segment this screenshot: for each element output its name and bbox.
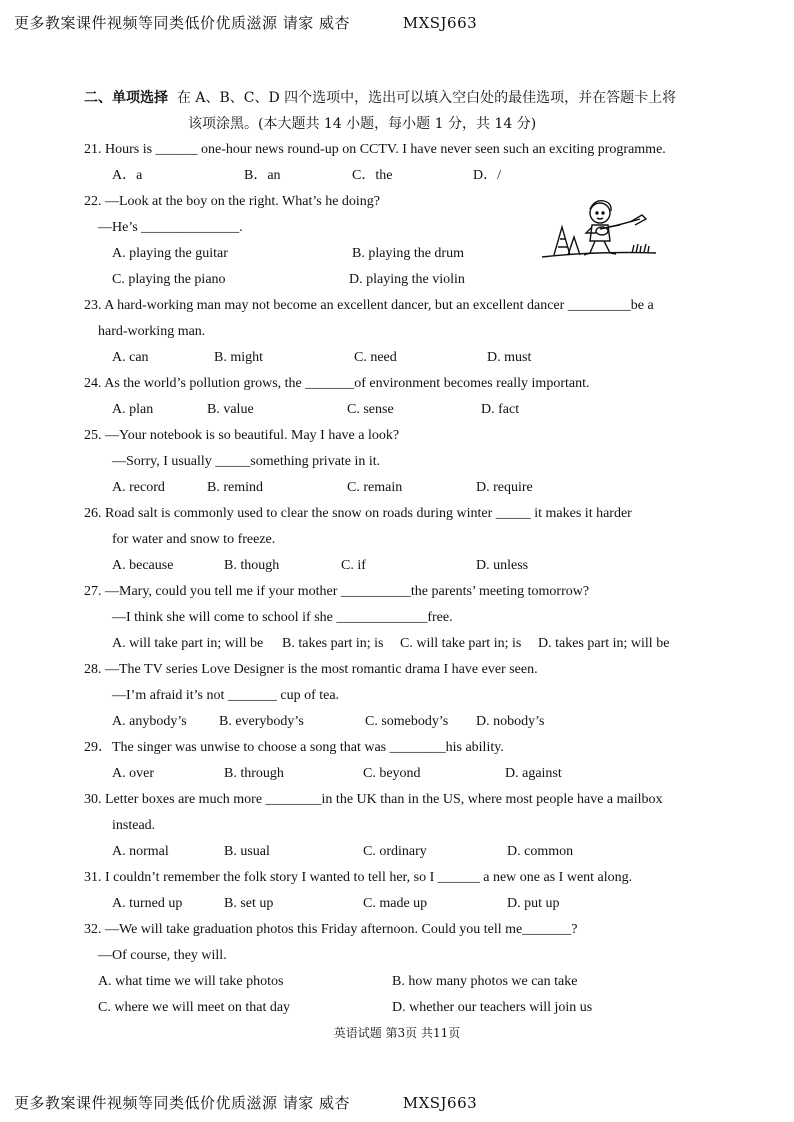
top-banner [14, 12, 477, 33]
option-26-a: A. because [112, 558, 174, 573]
section-instruction-2: 该项涂黑。(本大题共 14 小题，每小题 1 分，共 14 分) [188, 116, 537, 132]
option-28-b: B. everybody’s [219, 714, 304, 729]
section-instruction-1: 在 A、B、C、D 四个选项中，选出可以填入空白处的最佳选项，并在答题卡上将 [176, 90, 677, 106]
banner-code-bottom: MXSJ663 [402, 1094, 478, 1112]
option-29-a: A. over [112, 766, 154, 781]
bottom-banner [14, 1092, 477, 1113]
banner-text: 更多教案课件视频等同类低价优质滋源 请家 威杏 [14, 14, 351, 32]
question-29: 29．The singer was unwise to choose a song that was ________his ability. [84, 740, 504, 755]
option-21-d: D．/ [473, 168, 501, 183]
option-31-a: A. turned up [112, 896, 183, 911]
question-30-cont: instead. [112, 818, 156, 833]
question-27-answer: —I think she will come to school if she _____________free. [112, 610, 453, 625]
question-31: 31. I couldn’t remember the folk story I wanted to tell her, so I ______ a new one as I went along. [84, 870, 633, 885]
question-23-cont: hard-working man. [98, 324, 206, 339]
option-21-c: C．the [352, 168, 393, 183]
option-26-b: B. though [224, 558, 280, 573]
page-footer: 英语试题 第3页 共11页 [333, 1026, 461, 1040]
question-26: 26. Road salt is commonly used to clear the snow on roads during winter _____ it makes it harder [84, 506, 632, 521]
option-24-a: A. plan [112, 402, 154, 417]
option-31-b: B. set up [224, 896, 274, 911]
option-28-c: C. somebody’s [365, 714, 449, 729]
section-title: 二、单项选择 [84, 90, 168, 106]
option-24-b: B. value [207, 402, 254, 417]
option-26-d: D. unless [476, 558, 529, 573]
question-23: 23. A hard-working man may not become an excellent dancer, but an excellent dancer _________be a [84, 298, 654, 313]
option-28-d: D. nobody’s [476, 714, 545, 729]
banner-code: MXSJ663 [402, 14, 478, 32]
option-29-b: B. through [224, 766, 284, 781]
question-28-answer: —I’m afraid it’s not _______ cup of tea. [112, 688, 340, 703]
question-25: 25. —Your notebook is so beautiful. May I have a look? [84, 428, 400, 443]
boy-violin-illustration [540, 197, 658, 263]
question-32-answer: —Of course, they will. [98, 948, 227, 963]
option-25-b: B. remind [207, 480, 263, 495]
option-25-a: A. record [112, 480, 165, 495]
option-22-a: A. playing the guitar [112, 246, 228, 261]
question-24: 24. As the world’s pollution grows, the _______of environment becomes really important. [84, 376, 590, 391]
option-32-d: D. whether our teachers will join us [392, 1000, 593, 1015]
option-30-a: A. normal [112, 844, 169, 859]
option-32-a: A. what time we will take photos [98, 974, 284, 989]
question-28: 28. —The TV series Love Designer is the most romantic drama I have ever seen. [84, 662, 538, 677]
option-27-a: A. will take part in; will be [112, 636, 264, 651]
option-25-d: D. require [476, 480, 533, 495]
option-22-d: D. playing the violin [349, 272, 465, 287]
option-21-b: B．an [244, 168, 281, 183]
section-heading [84, 89, 676, 107]
option-32-b: B. how many photos we can take [392, 974, 578, 989]
option-23-d: D. must [487, 350, 532, 365]
question-32: 32. —We will take graduation photos this Friday afternoon. Could you tell me_______? [84, 922, 578, 937]
option-30-c: C. ordinary [363, 844, 427, 859]
option-24-d: D. fact [481, 402, 520, 417]
option-24-c: C. sense [347, 402, 394, 417]
question-25-answer: —Sorry, I usually _____something private in it. [112, 454, 381, 469]
option-22-c: C. playing the piano [112, 272, 226, 287]
question-27: 27. —Mary, could you tell me if your mother __________the parents’ meeting tomorrow? [84, 584, 590, 599]
banner-text-bottom: 更多教案课件视频等同类低价优质滋源 请家 威杏 [14, 1094, 351, 1112]
question-22: 22. —Look at the boy on the right. What’s he doing? [84, 194, 381, 209]
question-30: 30. Letter boxes are much more ________in the UK than in the US, where most people have a mailbox [84, 792, 663, 807]
option-32-c: C. where we will meet on that day [98, 1000, 291, 1015]
option-23-b: B. might [214, 350, 264, 365]
option-27-c: C. will take part in; is [400, 636, 522, 651]
question-26-cont: for water and snow to freeze. [112, 532, 276, 547]
option-31-c: C. made up [363, 896, 428, 911]
option-26-c: C. if [341, 558, 366, 573]
question-22-answer: —He’s ______________. [98, 220, 243, 235]
question-21: 21. Hours is ______ one-hour news round-up on CCTV. I have never seen such an exciting programme. [84, 142, 666, 157]
option-31-d: D. put up [507, 896, 560, 911]
option-30-d: D. common [507, 844, 574, 859]
option-29-d: D. against [505, 766, 562, 781]
option-25-c: C. remain [347, 480, 403, 495]
option-29-c: C. beyond [363, 766, 421, 781]
option-23-c: C. need [354, 350, 397, 365]
option-22-b: B. playing the drum [352, 246, 464, 261]
option-27-d: D. takes part in; will be [538, 636, 670, 651]
option-23-a: A. can [112, 350, 149, 365]
option-30-b: B. usual [224, 844, 270, 859]
option-27-b: B. takes part in; is [282, 636, 384, 651]
option-28-a: A. anybody’s [112, 714, 187, 729]
option-21-a: A．a [112, 168, 143, 183]
